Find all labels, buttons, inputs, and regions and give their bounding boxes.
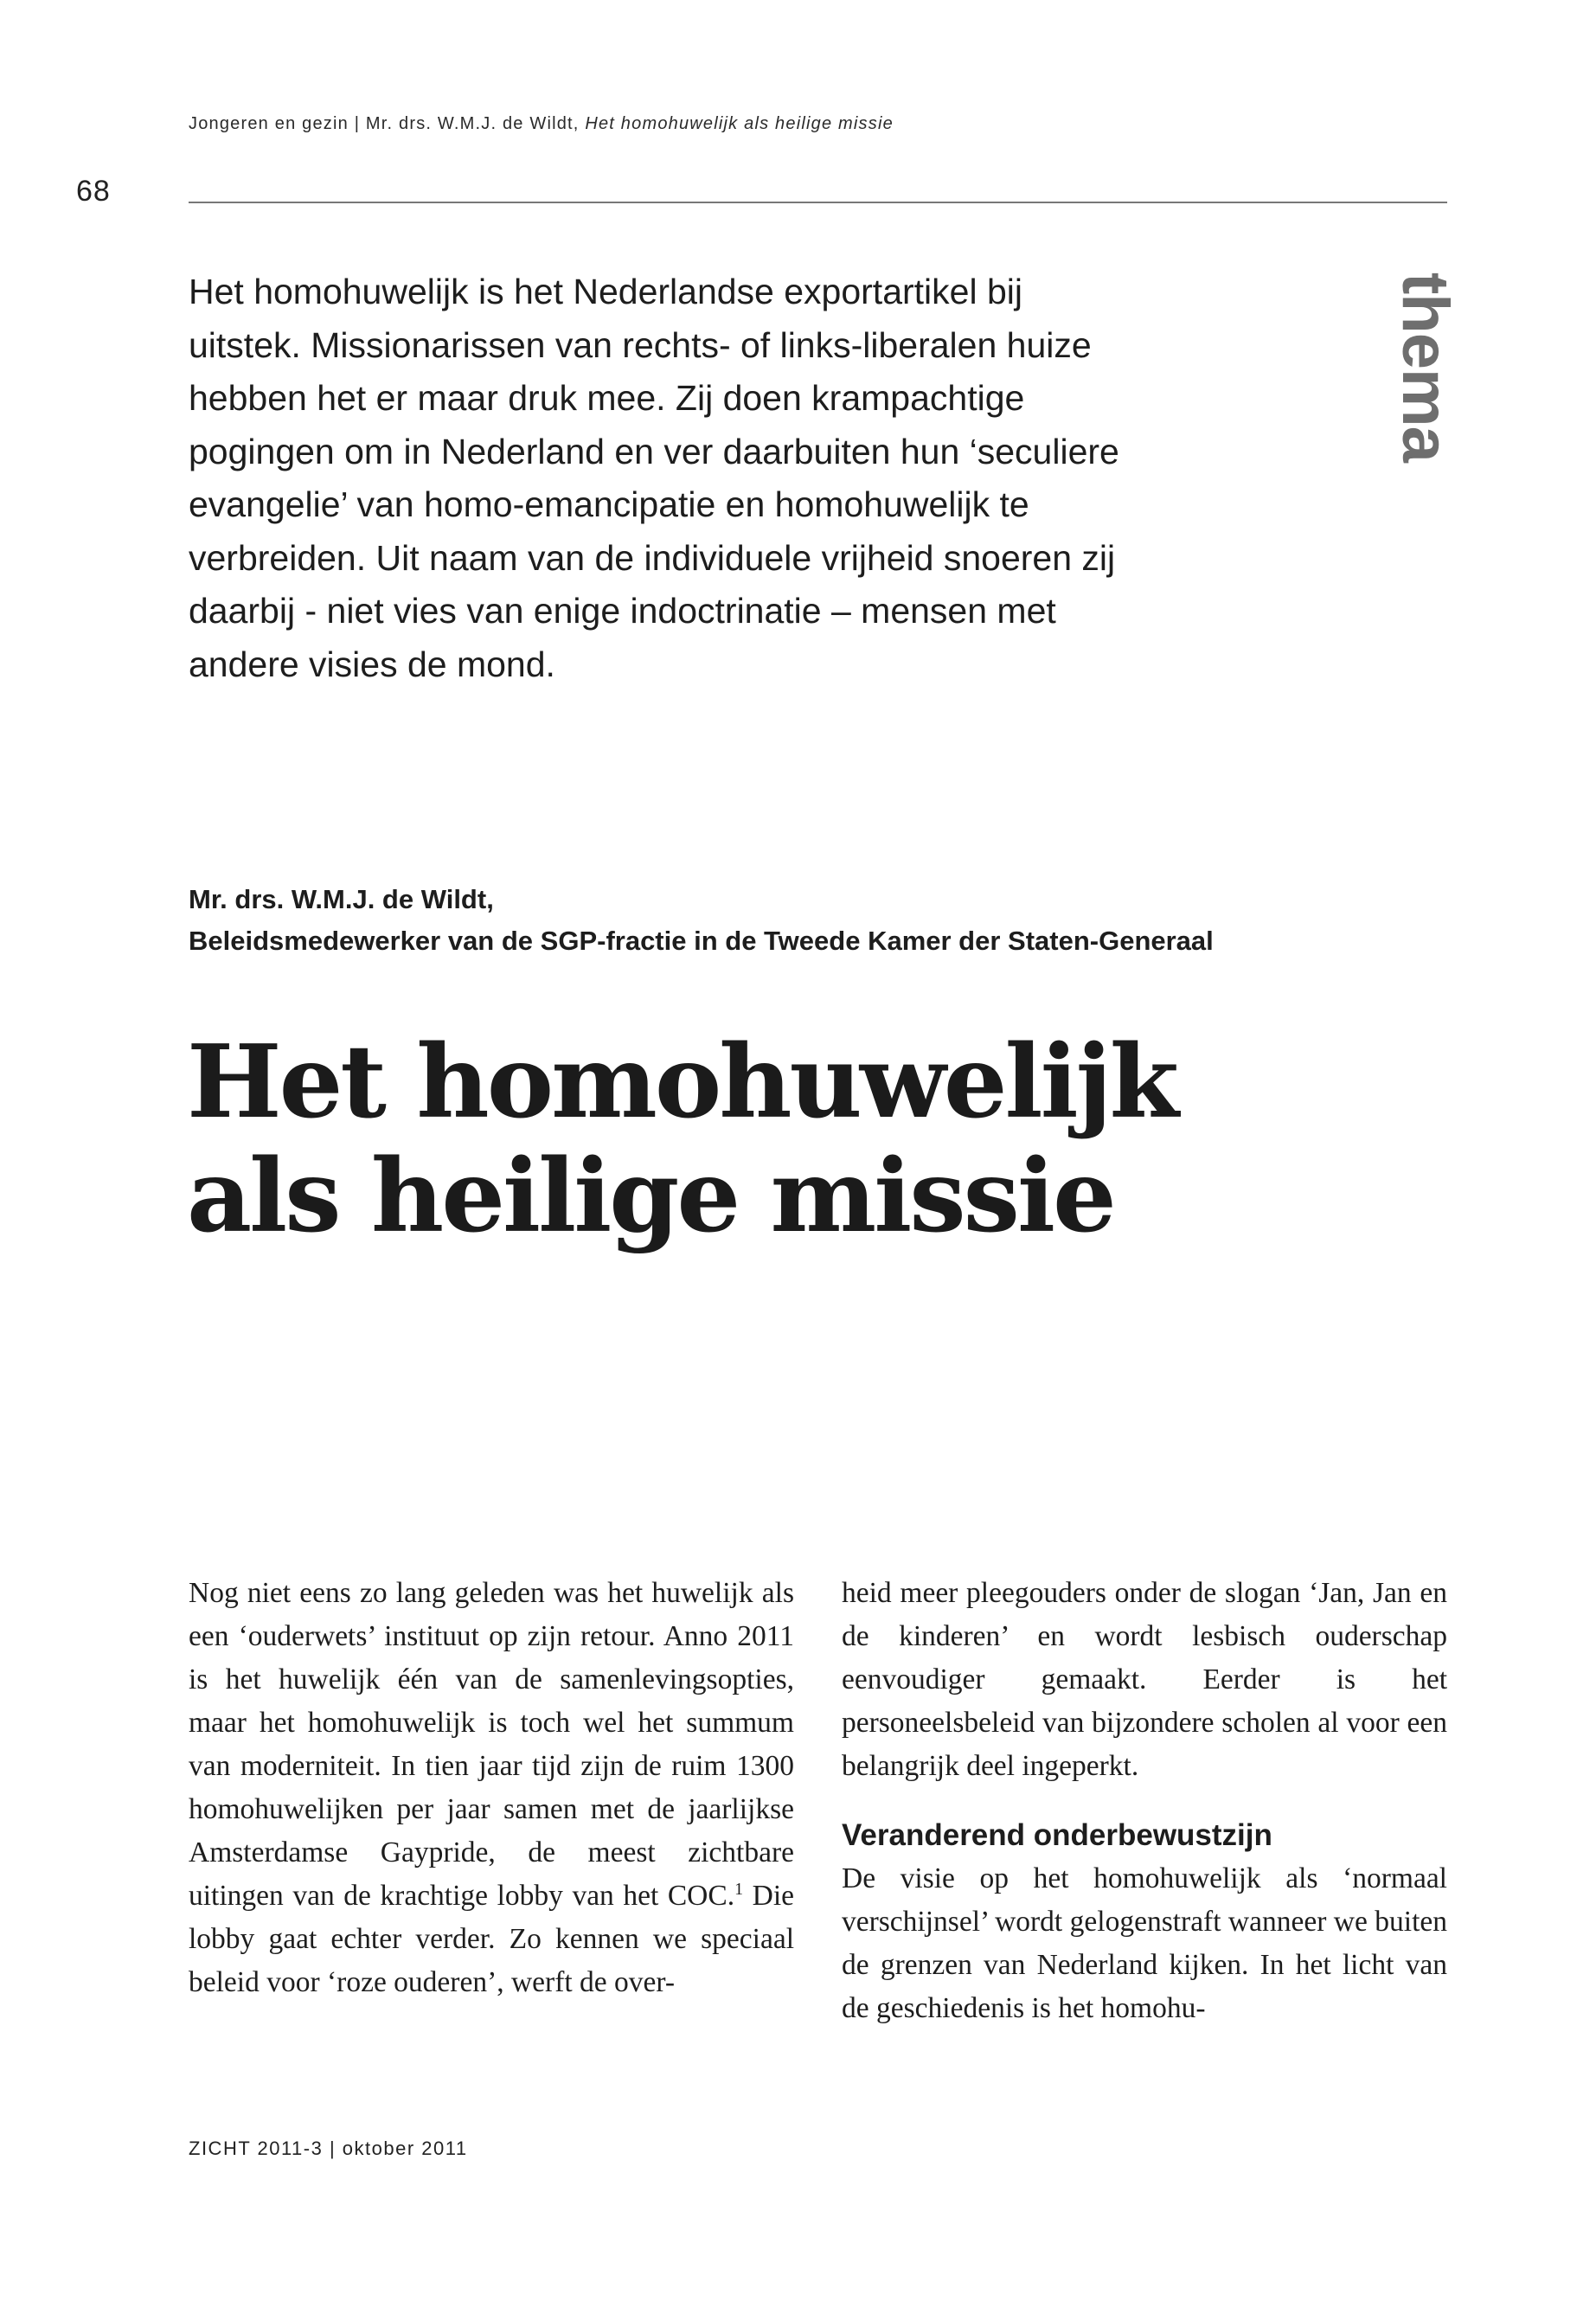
intro-paragraph: Het homohuwelijk is het Nederlandse exportartikel bij uitstek. Missionarissen van rechts- of links-liberalen huize hebben het er maar druk mee. Zij doen krampachtige pogingen om in Nederland en ver daarbuiten hun ‘seculiere evangelie’ van homo-emancipatie en homohuwelijk te verbreiden. Uit naam van de individuele vrijheid snoeren zij daarbij - niet vies van enige indoctrinatie – mensen met andere visies de mond. — [189, 272, 1119, 684]
running-head-title: Het homohuwelijk als heilige missie — [585, 114, 894, 133]
running-head-text: Jongeren en gezin | Mr. drs. W.M.J. de Wildt, — [189, 114, 586, 133]
body-paragraph: heid meer pleegouders onder de slogan ‘Jan, Jan en de kinderen’ en wordt lesbisch ouderschap eenvoudiger gemaakt. Eerder is het personeelsbeleid van bijzondere scholen al voor een belangrijk deel ingeperkt. — [842, 1577, 1447, 1782]
author-block — [189, 879, 1214, 962]
author-role: Beleidsmedewerker van de SGP-fractie in de Tweede Kamer der Staten-Generaal — [189, 926, 1214, 956]
title-line-2: als heilige missie — [187, 1138, 1114, 1255]
section-label — [1388, 272, 1461, 497]
body-paragraph — [189, 1572, 794, 2004]
body-text-cont: Die lobby gaat echter verder. Zo kennen we speciaal beleid voor ‘roze ouderen’, werft de over- — [189, 1880, 795, 1998]
author-name: Mr. drs. W.M.J. de Wildt, — [189, 884, 494, 914]
footer: ZICHT 2011-3 | oktober 2011 — [189, 2138, 468, 2159]
body-column-left — [189, 1572, 794, 2004]
page-number: 68 — [76, 175, 111, 208]
footnote-ref[interactable]: 1 — [734, 1879, 744, 1899]
title-line-1: Het homohuwelijk — [187, 1023, 1177, 1141]
header-divider — [189, 202, 1447, 203]
body-paragraph: De visie op het homohuwelijk als ‘normaal verschijnsel’ wordt gelogenstraft wanneer we buiten de grenzen van Nederland kijken. In het licht van de geschiedenis is het homohu- — [842, 1862, 1447, 2024]
running-header — [189, 114, 894, 134]
body-text: Nog niet eens zo lang geleden was het huwelijk als een ‘ouderwets’ instituut op zijn retour. Anno 2011 is het huwelijk één van de samenlevingsopties, maar het homohuwelijk is toch wel het summum van moderniteit. In tien jaar tijd zijn de ruim 1300 homohuwelijken per jaar samen met de jaarlijkse Amsterdamse Gaypride, de meest zichtbare uitingen van de krachtige lobby van het COC. — [189, 1577, 794, 1912]
section-label-text: thema — [1388, 272, 1462, 462]
article-title — [187, 1025, 1176, 1253]
body-column-right — [842, 1572, 1447, 2030]
subheading: Veranderend onderbewustzijn — [842, 1818, 1272, 1852]
